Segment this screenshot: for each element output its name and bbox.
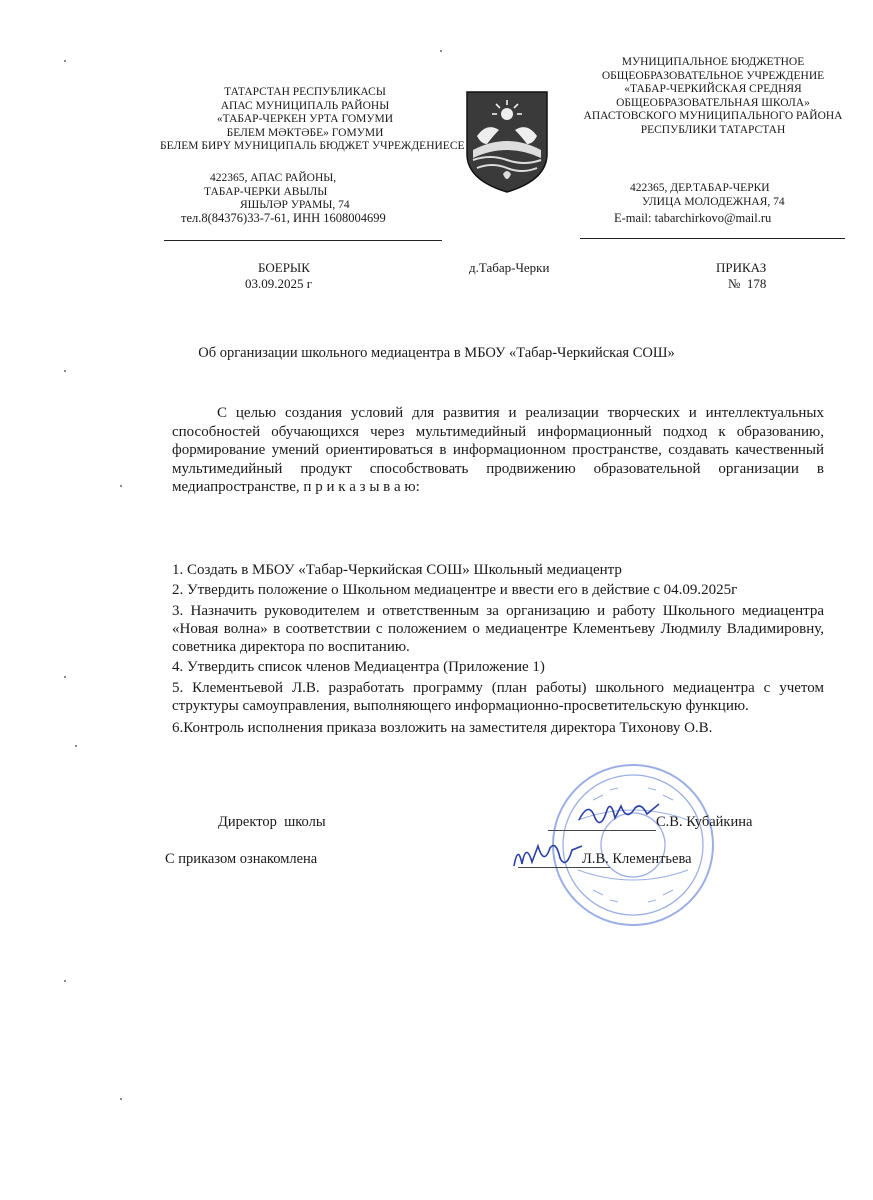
doc-date: 03.09.2025 г [245, 276, 313, 291]
left-header [160, 86, 465, 154]
doc-type-russian: ПРИКАЗ [716, 260, 767, 275]
ack-label: С приказом ознакомлена [165, 851, 318, 867]
right-header-line: ОБЩЕОБРАЗОВАТЕЛЬНАЯ ШКОЛА» [616, 96, 810, 109]
order-item: 5. Клементьевой Л.В. разработать программу (план работы) школьного медиацентра с учетом структуры самоуправления, выполняющего информационно-просветительскую функцию. [172, 679, 824, 715]
preamble-paragraph: С целью создания условий для развития и реализации творческих и интеллектуальных способностей обучающихся через мультимедийный информационный подход к образованию, формирование умений ориентироваться в информационном пространстве, создавать качественный мультимедийный продукт способствовать продвижению образовательной организации в медиапространстве, п р и к а з ы в а ю: [172, 405, 824, 495]
left-address-line: ЯШЬЛӘР УРАМЫ, 74 [240, 199, 350, 211]
left-header-line: БЕЛЕМ БИРҮ МУНИЦИПАЛЬ БЮДЖЕТ УЧРЕЖДЕНИЕСЕ [160, 140, 465, 152]
scan-speck [64, 980, 66, 982]
order-item: 4. Утвердить список членов Медиацентра (Приложение 1) [172, 659, 545, 676]
right-header-line: РЕСПУБЛИКИ ТАТАРСТАН [640, 123, 786, 136]
left-header-line: АПАС МУНИЦИПАЛЬ РАЙОНЫ [220, 99, 390, 112]
director-signature [575, 796, 665, 832]
right-divider [580, 238, 845, 239]
left-address [180, 172, 350, 213]
right-header-line: АПАСТОВСКОГО МУНИЦИПАЛЬНОГО РАЙОНА [583, 110, 843, 122]
director-name: С.В. Кубайкина [656, 814, 753, 830]
left-header-line: «ТАБАР-ЧЕРКЕН УРТА ГОМУМИ [216, 113, 394, 125]
doc-type-tatar: БОЕРЫК [258, 260, 310, 275]
left-header-line: ТАТАРСТАН РЕСПУБЛИКАСЫ [224, 86, 386, 98]
scan-speck [64, 370, 66, 372]
order-item: 1. Создать в МБОУ «Табар-Черкийская СОШ» Школьный медиацентр [172, 562, 622, 578]
scan-speck [64, 676, 66, 678]
scan-speck [440, 50, 442, 52]
right-address [630, 182, 785, 209]
left-contact: тел.8(84376)33-7-61, ИНН 1608004699 [181, 211, 386, 225]
page-title: Об организации школьного медиацентра в МБОУ «Табар-Черкийская СОШ» [198, 345, 675, 361]
order-item: 3. Назначить руководителем и ответственным за организацию и работу Школьного медиацентра «Новая волна» в соответствии с положением о медиацентре Клементьеву Людмилу Владимировну, советника директора по воспитанию. [172, 602, 824, 656]
left-address-line: ТАБАР-ЧЕРКИ АВЫЛЫ [204, 185, 328, 198]
scan-speck [120, 1098, 122, 1100]
director-label: Директор школы [218, 814, 326, 830]
left-divider [164, 240, 442, 241]
ack-name: Л.В. Клементьева [582, 851, 692, 867]
right-header-line: ОБЩЕОБРАЗОВАТЕЛЬНОЕ УЧРЕЖДЕНИЕ [601, 69, 825, 82]
left-address-line: 422365, АПАС РАЙОНЫ, [210, 172, 337, 184]
order-items [172, 561, 824, 738]
right-address-line: УЛИЦА МОЛОДЕЖНАЯ, 74 [642, 195, 785, 208]
right-header-line: МУНИЦИПАЛЬНОЕ БЮДЖЕТНОЕ [621, 56, 805, 68]
doc-number: № 178 [728, 276, 767, 291]
right-email: E-mail: tabarchirkovo@mail.ru [614, 211, 772, 225]
doc-place: д.Табар-Черки [469, 260, 550, 275]
order-item: 2. Утвердить положение о Школьном медиацентре и ввести его в действие с 04.09.2025г [172, 582, 738, 599]
ack-signature [508, 836, 588, 874]
right-header-line: «ТАБАР-ЧЕРКИЙСКАЯ СРЕДНЯЯ [624, 83, 802, 95]
scan-speck [75, 745, 77, 747]
left-header-line: БЕЛЕМ МӘКТӘБЕ» ГОМУМИ [226, 126, 384, 139]
coat-of-arms-emblem [463, 88, 551, 194]
scan-speck [64, 60, 66, 62]
order-item: 6.Контроль исполнения приказа возложить на заместителя директора Тихонову О.В. [172, 720, 713, 737]
right-header [578, 56, 848, 137]
right-address-line: 422365, ДЕР.ТАБАР-ЧЕРКИ [630, 182, 770, 194]
scan-speck [120, 485, 122, 487]
